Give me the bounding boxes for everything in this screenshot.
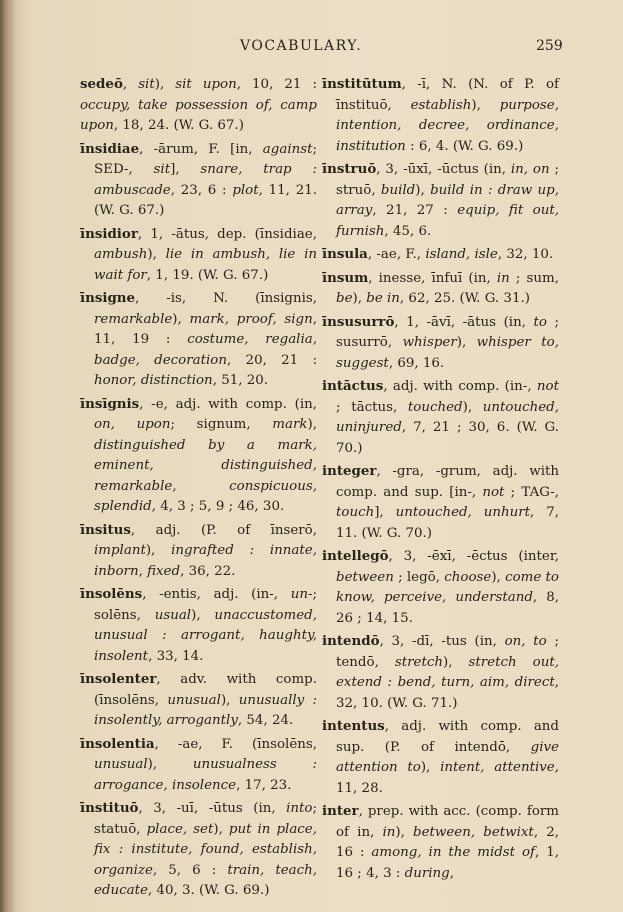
gloss-text: stretch xyxy=(394,654,443,670)
gloss-text: costume, regalia, badge, decoration xyxy=(94,332,317,368)
gloss-text: train, teach, educate xyxy=(94,862,317,898)
entry-text: ; TAG-, xyxy=(504,484,559,500)
entry-text: ), xyxy=(420,760,441,775)
headword: īnsolēns xyxy=(80,586,143,602)
entry-text: ), xyxy=(172,311,190,327)
dictionary-entry xyxy=(80,520,317,583)
entry-text: , 7, 21 ; 30, 6. (W. G. 70.) xyxy=(336,420,559,456)
entry-text: , 20, 21 : xyxy=(226,352,317,368)
entry-text: , 5, 6 : xyxy=(152,862,228,878)
entry-text: ; struō, xyxy=(336,162,560,198)
entry-text: ; SED-, xyxy=(94,141,317,177)
dictionary-entry xyxy=(80,669,317,732)
entry-text: , -gra, -grum, adj. with comp. and sup. [in-, xyxy=(336,464,559,500)
gloss-text: unaccustomed, unusual : arrogant, haughty, insolent xyxy=(94,607,317,664)
headword: īnsula xyxy=(322,246,368,262)
gloss-text: lie in ambush, lie in wait for xyxy=(94,247,317,283)
gloss-text: give attention to xyxy=(336,739,559,775)
entry-text: , 32, 10. (W. G. 71.) xyxy=(336,675,559,711)
entry-text: ; sum, xyxy=(509,270,559,286)
entry-text: , xyxy=(122,77,139,92)
dictionary-entry xyxy=(80,74,317,137)
entry-text: , -ae, F., xyxy=(367,247,426,262)
entry-text: ), xyxy=(191,607,215,623)
gloss-text: to xyxy=(533,314,547,330)
headword: īnsidior xyxy=(80,225,138,242)
entry-text: : 6, 4. (W. G. 69.) xyxy=(405,138,524,154)
entry-text: ), xyxy=(352,291,367,306)
entry-text: ), xyxy=(220,692,239,708)
entry-text: ; tendō, xyxy=(336,634,559,670)
entry-text: , 11, 28. xyxy=(336,760,559,796)
headword: īnsolenter xyxy=(80,671,157,687)
dictionary-entry xyxy=(322,631,559,714)
entry-text: ), xyxy=(147,247,166,262)
entry-text: , xyxy=(449,865,454,881)
entry-text: , -entis, adj. (in-, xyxy=(142,587,291,602)
entry-text: , 21, 27 : xyxy=(372,203,458,218)
gloss-text: stretch out, extend : bend, turn, aim, direct xyxy=(336,654,559,690)
gloss-text: in xyxy=(496,270,510,286)
gloss-text: purpose, intention, decree, ordinance, institution xyxy=(336,97,559,154)
gloss-text: build xyxy=(380,182,416,198)
entry-text: ), xyxy=(395,824,414,840)
entry-text: ), xyxy=(307,417,317,432)
gloss-text: usual xyxy=(154,607,192,623)
entry-text: , 3, -uī, -ūtus (in, xyxy=(138,801,287,816)
dictionary-entry xyxy=(322,801,559,884)
entry-text: , 51, 20. xyxy=(212,373,269,388)
gloss-text: be in xyxy=(366,291,400,306)
entry-text: , 33, 14. xyxy=(148,648,204,664)
gloss-text: be xyxy=(336,291,353,306)
dictionary-entry xyxy=(322,268,559,310)
dictionary-entry xyxy=(322,716,559,799)
gloss-text: not xyxy=(482,484,505,500)
entry-text: , adj. with comp. (in-, xyxy=(383,379,537,394)
gloss-text: un- xyxy=(290,587,313,602)
gloss-text: sit xyxy=(153,162,171,177)
headword: intāctus xyxy=(322,378,384,394)
entry-text: ), xyxy=(456,335,477,350)
gloss-text: whisper xyxy=(402,335,457,350)
gloss-text: ingrafted : innate, inborn, fixed xyxy=(94,543,317,579)
gloss-text: mark xyxy=(272,417,308,432)
entry-text: ; legō, xyxy=(393,569,445,585)
dictionary-entry xyxy=(322,244,559,266)
headword: integer xyxy=(322,463,377,479)
headword: īnstitūtum xyxy=(322,76,402,92)
gloss-text: choose xyxy=(444,569,492,585)
gloss-text: sit xyxy=(138,77,155,92)
entry-text: , adv. with comp. (īnsolēns, xyxy=(94,672,317,708)
gloss-text: ambush xyxy=(94,247,148,262)
entry-text: , -is, N. (īnsignis, xyxy=(135,291,317,306)
headword: īnsolentia xyxy=(80,735,155,752)
dictionary-entry xyxy=(322,74,559,157)
entry-text: , adj. with comp. and sup. (P. of intendō, xyxy=(336,719,559,755)
dictionary-entry xyxy=(80,224,317,287)
gloss-text: mark, proof, sign xyxy=(189,311,313,327)
entry-text: ), xyxy=(147,757,193,772)
gloss-text: unusualness : arrogance, insolence xyxy=(94,757,317,793)
entry-text: , 1, 19. (W. G. 67.) xyxy=(146,267,269,283)
entry-text: , 54, 24. xyxy=(237,713,294,728)
entry-text: ; susurrō, xyxy=(336,314,559,350)
gloss-text: untouched, unhurt xyxy=(395,505,531,520)
entry-text: , 3, -ūxī, -ūctus (in, xyxy=(376,162,511,177)
page-header xyxy=(0,38,623,60)
dictionary-entry xyxy=(80,584,317,667)
gloss-text: honor, distinction xyxy=(94,373,213,388)
entry-text: , -e, adj. with comp. (in, xyxy=(139,396,317,412)
entry-text: , 69, 16. xyxy=(388,355,445,371)
entry-text: , 11, 19 : xyxy=(94,311,317,347)
entry-text: , 1, 16 ; 4, 3 : xyxy=(336,845,559,881)
entry-text: , adj. (P. of īnserō, xyxy=(130,522,317,538)
right-column xyxy=(322,74,559,886)
gloss-text: come to know, perceive, understand xyxy=(336,569,559,605)
gloss-text: unusual xyxy=(94,757,148,772)
entry-text: , 10, 21 : xyxy=(236,77,317,92)
entry-text: ), xyxy=(442,654,469,670)
dictionary-entry xyxy=(322,376,559,459)
gloss-text: island, isle xyxy=(425,247,498,262)
entry-text: , 18, 24. (W. G. 67.) xyxy=(113,118,244,133)
gloss-text: during xyxy=(404,865,450,881)
entry-text: , 17, 23. xyxy=(236,777,292,793)
headword: īnsīgnis xyxy=(80,395,140,412)
headword: inter xyxy=(322,803,359,819)
headword: īnstituō xyxy=(80,800,139,816)
dictionary-entry xyxy=(80,288,317,392)
gloss-text: not xyxy=(536,379,559,394)
gloss-text: remarkable xyxy=(94,311,173,327)
gloss-text: snare, trap : ambuscade xyxy=(94,162,317,198)
entry-text: ), xyxy=(491,569,506,585)
entry-text: ], xyxy=(374,505,396,520)
entry-text: , inesse, īnfuī (in, xyxy=(368,270,497,286)
entry-text: , 1, -āvī, -ātus (in, xyxy=(394,314,534,330)
entry-text: , 45, 6. xyxy=(384,223,432,239)
gloss-text: in xyxy=(382,824,396,840)
dictionary-entry xyxy=(80,734,317,797)
entry-text: , 3, -ēxī, -ēctus (inter, xyxy=(388,549,559,564)
entry-text: ], xyxy=(170,162,201,177)
headword: īnsusurrō xyxy=(322,313,395,330)
entry-text: , 2, 16 : xyxy=(336,824,559,860)
gloss-text: untouched, uninjured xyxy=(336,399,559,435)
gloss-text: between, betwixt xyxy=(413,824,534,840)
headword: intellegō xyxy=(322,548,389,564)
gloss-text: put in place, fix : institute, found, establish, organize xyxy=(94,821,317,878)
entry-text: , 11, 21. (W. G. 67.) xyxy=(94,182,317,218)
entry-text: , 3, -dī, -tus (in, xyxy=(379,634,505,649)
entry-text: , 32, 10. xyxy=(497,247,554,262)
gloss-text: implant xyxy=(94,543,146,558)
gloss-text: between xyxy=(336,569,394,585)
gloss-text: into xyxy=(286,801,313,816)
entry-text: , 40, 3. (W. G. 69.) xyxy=(147,883,270,898)
headword: sedeō xyxy=(80,76,123,92)
headword: intentus xyxy=(322,718,385,734)
gloss-text: equip, fit out, furnish xyxy=(336,203,559,239)
dictionary-entry xyxy=(322,312,559,375)
gloss-text: unusual xyxy=(167,692,221,708)
gloss-text: touch xyxy=(336,505,375,520)
headword: intendō xyxy=(322,633,380,649)
gloss-text: unusually : insolently, arrogantly xyxy=(94,692,317,728)
gloss-text: on, upon xyxy=(94,417,171,432)
entry-text: ), xyxy=(213,821,229,837)
entry-text: ), xyxy=(145,543,172,558)
gloss-text: in, on xyxy=(510,162,550,177)
entry-text: , 7, 11. (W. G. 70.) xyxy=(336,505,559,541)
entry-text: , 4, 3 ; 5, 9 ; 46, 30. xyxy=(151,499,285,514)
gloss-text: establish xyxy=(410,97,472,113)
entry-text: , -ārum, F. [in, xyxy=(139,141,263,157)
gloss-text: build in : draw up, array xyxy=(336,182,559,218)
dictionary-entry xyxy=(80,394,317,518)
dictionary-entry xyxy=(80,139,317,222)
entry-text: ; statuō, xyxy=(94,801,317,837)
dictionary-entry xyxy=(322,546,559,629)
entry-text: ), xyxy=(415,182,431,198)
entry-text: , 1, -ātus, dep. (īnsidiae, xyxy=(137,226,317,242)
entry-text: ), xyxy=(471,97,500,113)
entry-text: , -ae, F. (īnsolēns, xyxy=(154,736,317,752)
entry-text: ), xyxy=(462,399,483,415)
gloss-text: intent, attentive xyxy=(440,760,555,775)
entry-text: ; solēns, xyxy=(94,587,317,623)
gloss-text: whisper to, suggest xyxy=(336,335,559,371)
entry-text: ; signum, xyxy=(170,417,273,432)
entry-text: , 8, 26 ; 14, 15. xyxy=(336,590,559,626)
gloss-text: place, set xyxy=(146,821,214,837)
gloss-text: among, in the midst of xyxy=(371,845,536,860)
gloss-text: distinguished by a mark, eminent, distinguished, remarkable, conspicuous, splendid xyxy=(94,437,317,514)
headword: īnsum xyxy=(322,269,369,286)
gloss-text: sit upon xyxy=(175,77,237,92)
entry-text: ), xyxy=(154,77,176,92)
dictionary-entry xyxy=(322,461,559,544)
headword: īnsidiae xyxy=(80,140,140,157)
entry-text: ; tāctus, xyxy=(336,399,408,415)
page-number: 259 xyxy=(536,38,563,54)
gloss-text: on, to xyxy=(504,634,547,649)
running-title: VOCABULARY. xyxy=(240,38,363,54)
gloss-text: occupy, take possession of, camp upon xyxy=(80,97,317,133)
dictionary-entry xyxy=(80,798,317,902)
entry-text: , -ī, N. (N. of P. of īnstituō, xyxy=(336,77,559,113)
headword: īnstruō xyxy=(322,161,377,177)
entry-text: , 62, 25. (W. G. 31.) xyxy=(399,291,530,306)
gloss-text: plot xyxy=(232,182,259,198)
dictionary-entry xyxy=(322,159,559,242)
headword: īnsigne xyxy=(80,290,136,306)
left-column xyxy=(80,74,317,904)
entry-text: , 23, 6 : xyxy=(170,182,233,198)
entry-text: , 36, 22. xyxy=(180,563,236,579)
gloss-text: against xyxy=(262,141,313,157)
gloss-text: touched xyxy=(407,399,463,415)
entry-text: , prep. with acc. (comp. form of in, xyxy=(336,804,559,840)
headword: īnsitus xyxy=(80,521,131,538)
